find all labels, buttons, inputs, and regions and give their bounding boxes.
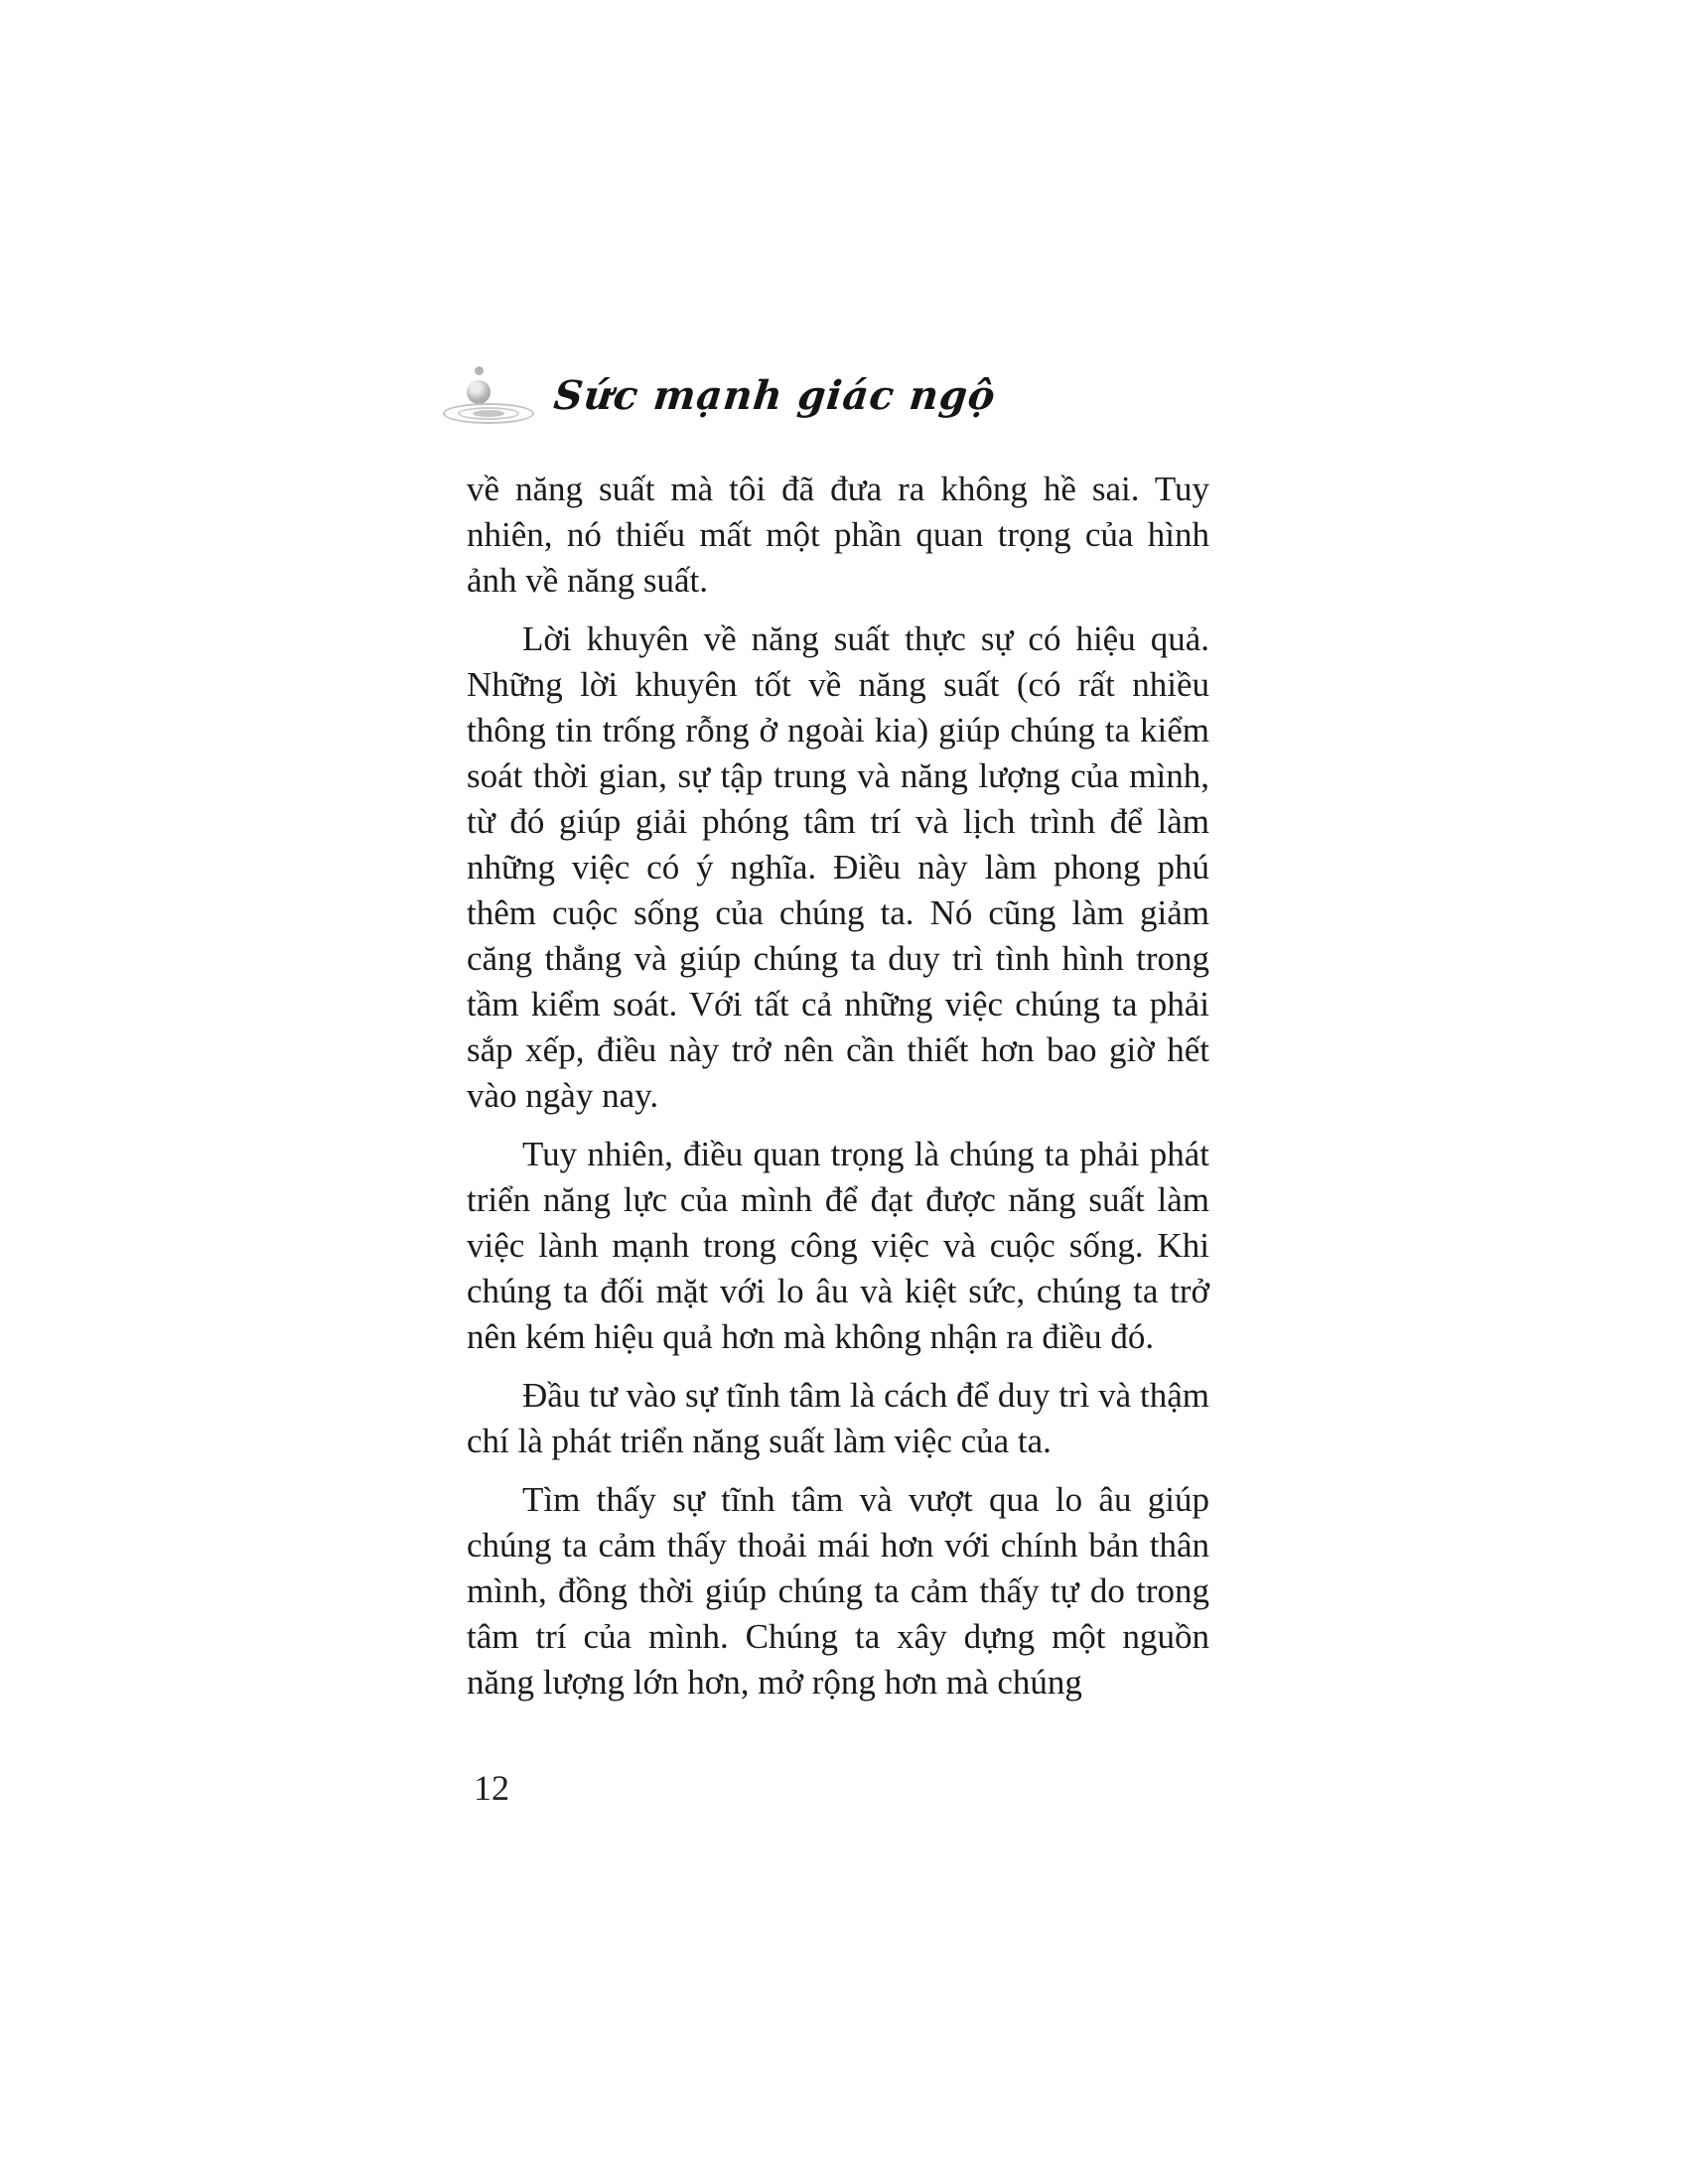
page-number: 12 [474, 1768, 509, 1808]
body-text [467, 467, 1209, 1718]
chapter-title: Sức mạnh giác ngộ [551, 372, 999, 419]
droplet-small-dot [475, 366, 484, 375]
water-drop-icon [443, 359, 536, 425]
droplet-sphere [467, 380, 491, 404]
paragraph: về năng suất mà tôi đã đưa ra không hề sai. Tuy nhiên, nó thiếu mất một phần quan trọng của hình ảnh về năng suất. [467, 470, 1209, 600]
paragraph: Đầu tư vào sự tĩnh tâm là cách để duy trì và thậm chí là phát triển năng suất làm việc của ta. [467, 1376, 1209, 1460]
paragraph: Tuy nhiên, điều quan trọng là chúng ta phải phát triển năng lực của mình để đạt được năng suất làm việc lành mạnh trong công việc và cuộc sống. Khi chúng ta đối mặt với lo âu và kiệt sức, chúng ta trở nên kém hiệu quả hơn mà không nhận ra điều đó. [467, 1135, 1209, 1356]
paragraph: Tìm thấy sự tĩnh tâm và vượt qua lo âu giúp chúng ta cảm thấy thoải mái hơn với chính bản thân mình, đồng thời giúp chúng ta cảm thấy tự do trong tâm trí của mình. Chúng ta xây dựng một nguồn năng lượng lớn hơn, mở rộng hơn mà chúng [467, 1480, 1209, 1702]
ripple-inner [473, 410, 504, 417]
chapter-header [443, 355, 999, 425]
paragraph: Lời khuyên về năng suất thực sự có hiệu quả. Những lời khuyên tốt về năng suất (có rất nhiều thông tin trống rỗng ở ngoài kia) giúp chúng ta kiểm soát thời gian, sự tập trung và năng lượng của mình, từ đó giúp giải phóng tâm trí và lịch trình để làm những việc có ý nghĩa. Điều này làm phong phú thêm cuộc sống của chúng ta. Nó cũng làm giảm căng thẳng và giúp chúng ta duy trì tình hình trong tầm kiểm soát. Với tất cả những việc chúng ta phải sắp xếp, điều này trở nên cần thiết hơn bao giờ hết vào ngày nay. [467, 619, 1209, 1115]
